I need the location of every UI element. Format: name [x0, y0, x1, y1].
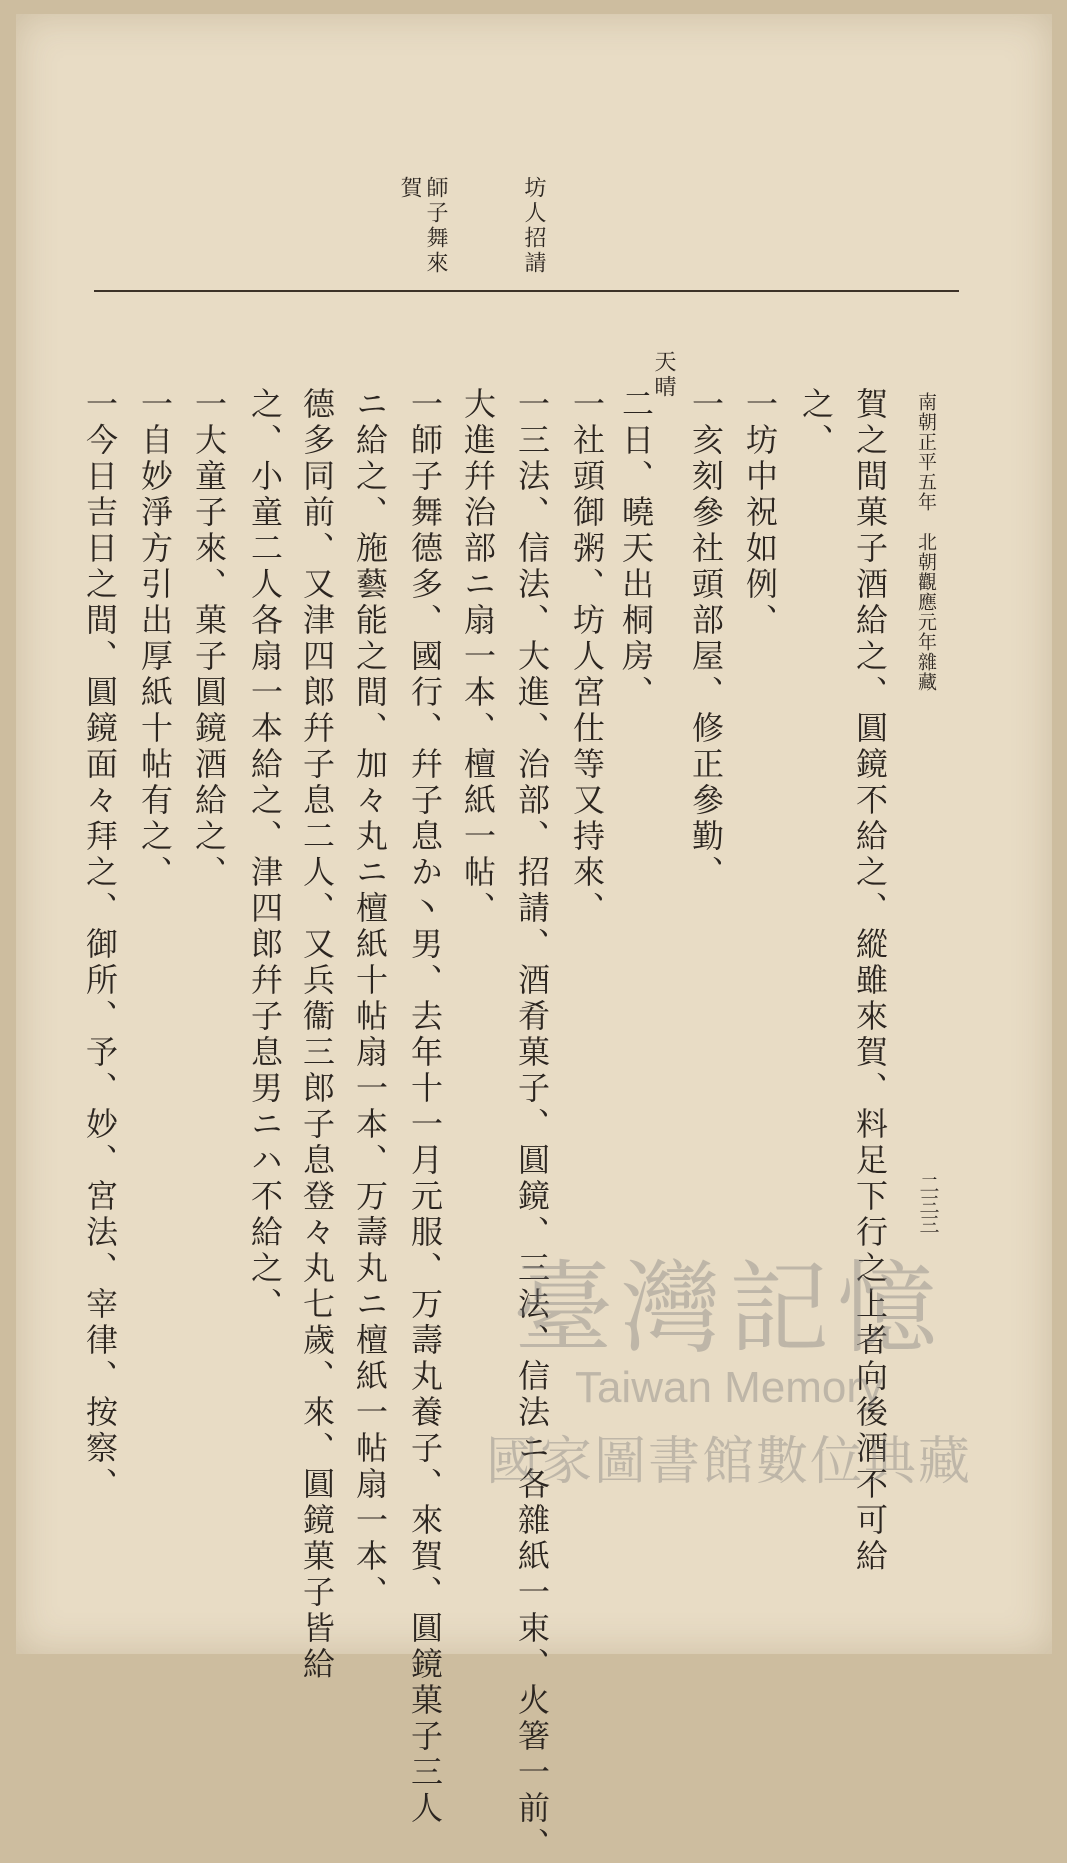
- side-note-2: 師子舞來: [423, 176, 448, 276]
- watermark-subtitle: 國家圖書館數位典藏: [486, 1432, 973, 1492]
- text-column-5: 二日、曉天出桐房、: [617, 387, 655, 711]
- library-watermark: [486, 1250, 973, 1494]
- running-title: 南朝正平五年 北朝觀應元年雜藏: [915, 392, 937, 692]
- side-note-1: 坊人招請: [521, 176, 546, 276]
- text-column-7: 一三法、信法、大進、治部、招請、酒肴菓子、圓鏡、三法、信法ニ各雜紙一束、火箸一前、: [513, 387, 551, 1863]
- side-note-3: 賀: [397, 176, 422, 201]
- text-column-15: 一今日吉日之間、圓鏡面々拜之、御所、予、妙、宮法、宰律、按察、: [81, 387, 119, 1503]
- text-column-6: 一社頭御粥、坊人宮仕等又持來、: [568, 387, 606, 927]
- text-column-4: 一亥刻參社頭部屋、修正參勤、: [687, 387, 725, 891]
- watermark-title: 臺灣記憶: [513, 1250, 945, 1367]
- text-column-9: 一師子舞德多、國行、幷子息か丶男、去年十一月元服、万壽丸養子、來賀、圓鏡菓子三人: [406, 387, 444, 1827]
- text-column-14: 一自妙淨方引出厚紙十帖有之、: [136, 387, 174, 891]
- text-column-10: ニ給之、施藝能之間、加々丸ニ檀紙十帖扇一本、万壽丸ニ檀紙一帖扇一本、: [351, 387, 389, 1611]
- weather-note: 天晴: [651, 350, 676, 400]
- text-column-12: 之、小童二人各扇一本給之、津四郎幷子息男ニハ不給之、: [246, 387, 284, 1323]
- text-column-3: 一坊中祝如例、: [741, 387, 779, 639]
- header-rule: [94, 290, 959, 292]
- text-column-1: 賀之間菓子酒給之、圓鏡不給之、縱雖來賀、料足下行之上者向後酒不可給: [851, 387, 889, 1575]
- text-column-8: 大進幷治部ニ扇一本、檀紙一帖、: [459, 387, 497, 927]
- page-number: 二三三: [916, 1174, 940, 1234]
- watermark-english: Taiwan Memory: [574, 1363, 884, 1412]
- text-column-13: 一大童子來、菓子圓鏡酒給之、: [190, 387, 228, 891]
- text-column-2: 之、: [797, 387, 835, 459]
- text-column-11: 德多同前、又津四郎幷子息二人、又兵衞三郎子息登々丸七歲、來、圓鏡菓子皆給: [298, 387, 336, 1683]
- document-page: [16, 14, 1052, 1863]
